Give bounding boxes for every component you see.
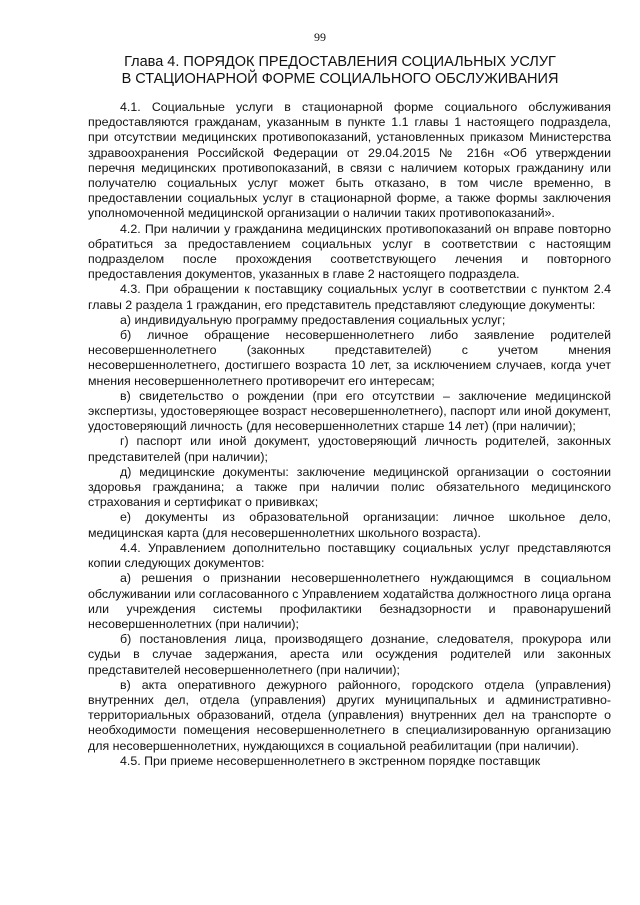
body-text — [88, 100, 611, 769]
chapter-title-line: Глава 4. ПОРЯДОК ПРЕДОСТАВЛЕНИЯ СОЦИАЛЬНЫХ УСЛУГ — [124, 54, 556, 70]
list-item-4-4-b: б) постановления лица, производящего дознание, следователя, прокурора или судьи в случае задержания, ареста или осуждения родителей или законных представителей несовершеннолетнего (при наличии); — [88, 632, 611, 677]
list-item-4-3-d: д) медицинские документы: заключение медицинской организации о состоянии здоровья гражданина; а также при наличии полис обязательного медицинского страхования и сертификат о прививках; — [88, 464, 611, 510]
paragraph-4-5: 4.5. При приеме несовершеннолетнего в экстренном порядке поставщик — [120, 753, 541, 768]
paragraph-4-1: 4.1. Социальные услуги в стационарной форме социального обслуживания предоставляются гражданам, указанным в пункте 1.1 главы 1 настоящего подраздела, при отсутствии медицинских противопоказаний, установленных приказом Министерства здравоохранения Российской Федерации от 29.04.2015 № 216н «Об утверждении перечня медицинских противопоказаний, в связи с наличием которых гражданину или получателю социальных услуг может быть отказано, в том числе временно, в предоставлении социальных услуг в стационарной форме, а также формы заключения уполномоченной медицинской организации о наличии таких противопоказаний». — [88, 100, 611, 221]
chapter-title — [80, 54, 600, 88]
list-item-4-3-v: в) свидетельство о рождении (при его отсутствии – заключение медицинской экспертизы, удостоверяющее возраст несовершеннолетнего), паспорт или иной документ, удостоверяющий личность (для несовершеннолетних старше 14 лет) (при наличии); — [88, 388, 611, 434]
list-item-4-4-v: в) акта оперативного дежурного районного, городского отдела (управления) внутренних дел, отдела (управления) других муниципальных и административно-территориальных образований, отдела (управления) внутренних дел на транспорте о необходимости помещения несовершеннолетнего в специализированную организацию для несовершеннолетних, нуждающихся в социальной реабилитации (при наличии). — [88, 677, 611, 753]
paragraph-4-4: 4.4. Управлением дополнительно поставщику социальных услуг представляются копии следующих документов: — [88, 540, 611, 571]
page-number: 99 — [314, 30, 326, 44]
chapter-title-line: В СТАЦИОНАРНОЙ ФОРМЕ СОЦИАЛЬНОГО ОБСЛУЖИВАНИЯ — [121, 71, 559, 87]
paragraph-4-3: 4.3. При обращении к поставщику социальных услуг в соответствии с пунктом 2.4 главы 2 раздела 1 гражданин, его представитель представляют следующие документы: — [88, 282, 611, 312]
list-item-4-3-g: г) паспорт или иной документ, удостоверяющий личность родителей, законных представителей (при наличии); — [88, 434, 611, 464]
list-item-4-3-e: е) документы из образовательной организации: личное школьное дело, медицинская карта (для несовершеннолетних школьного возраста). — [88, 510, 611, 540]
paragraph-4-2: 4.2. При наличии у гражданина медицинских противопоказаний он вправе повторно обратиться за предоставлением социальных услуг в соответствии с настоящим подразделом после прохождения соответствующего лечения и повторного предоставления документов, указанных в главе 2 настоящего подраздела. — [88, 221, 611, 282]
list-item-4-4-a: а) решения о признании несовершеннолетнего нуждающимся в социальном обслуживании или согласованного с Управлением ходатайства должностного лица органа или учреждения системы профилактики безнадзорности и правонарушений несовершеннолетних (при наличии); — [88, 571, 611, 631]
list-item-4-3-b: б) личное обращение несовершеннолетнего либо заявление родителей несовершеннолетнего (законных представителей) с учетом мнения несовершеннолетнего, достигшего возраста 10 лет, за исключением случаев, когда учет мнения несовершеннолетнего противоречит его интересам; — [88, 328, 611, 388]
list-item-4-3-a: а) индивидуальную программу предоставления социальных услуг; — [120, 312, 506, 327]
